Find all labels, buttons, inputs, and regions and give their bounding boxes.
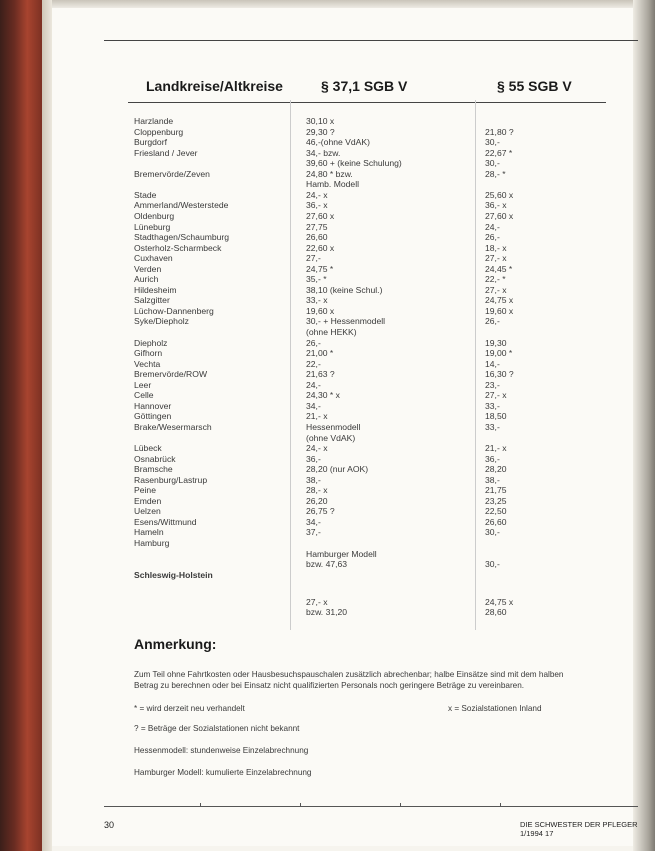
cell-sgb-55: 25,60 x <box>485 189 514 200</box>
cell-sgb-55: 27,- x <box>485 253 507 264</box>
cell-district: Harzlande <box>134 116 174 126</box>
table-row <box>0 422 655 432</box>
cell-sgb-37: 24,30 * x <box>306 390 340 401</box>
notes-title: Anmerkung: <box>134 636 217 652</box>
cell-sgb-55: 21,- x <box>485 443 507 454</box>
legend-asterisk: * = wird derzeit neu verhandelt <box>134 704 245 713</box>
cell-sgb-55: 30,- <box>485 137 500 148</box>
cell-district: Lübeck <box>134 443 162 454</box>
table-row <box>0 127 655 137</box>
table-row <box>0 527 655 537</box>
cell-sgb-55: 28,20 <box>485 464 507 475</box>
cell-sgb-55: 38,- <box>485 474 500 485</box>
table-row <box>0 580 655 590</box>
legend-hessenmodell: Hessenmodell: stundenweise Einzelabrechnung <box>134 746 309 755</box>
note-text-line-1: Zum Teil ohne Fahrtkosten oder Hausbesuchspauschalen zusätzlich abrechenbar; halbe Einsätze sind mit dem halben <box>134 670 564 679</box>
table-row <box>0 137 655 147</box>
cell-sgb-37: 34,- bzw. <box>306 147 341 158</box>
note-text-line-2: Betrag zu berechnen oder bei Einsatz nicht qualifizierten Personals noch geringere Beträge zu vereinbaren. <box>134 681 525 690</box>
table-row <box>0 253 655 263</box>
table-row <box>0 517 655 527</box>
table-row <box>0 401 655 411</box>
cell-sgb-37: 21,00 * <box>306 348 334 359</box>
cell-district: Lüchow-Dannenberg <box>134 305 214 316</box>
cell-sgb-37: 24,75 * <box>306 263 334 274</box>
cell-sgb-37: 21,- x <box>306 411 328 422</box>
table-row <box>0 597 655 607</box>
footer-tick <box>300 803 301 806</box>
cell-district: Rasenburg/Lastrup <box>134 474 208 485</box>
cell-sgb-55: 19,30 <box>485 337 507 348</box>
cell-sgb-37: 24,- x <box>306 189 328 200</box>
cell-sgb-55: 33,- <box>485 421 500 432</box>
cell-district: Osnabrück <box>134 453 176 464</box>
cell-sgb-55: 24,75 x <box>485 596 514 607</box>
table-row <box>0 200 655 210</box>
table-row <box>0 607 655 617</box>
table-row <box>0 538 655 548</box>
cell-sgb-55: 23,25 <box>485 495 507 506</box>
cell-sgb-55: 22,67 * <box>485 147 513 158</box>
cell-sgb-55: 36,- x <box>485 200 507 211</box>
cell-sgb-55: 36,- <box>485 453 500 464</box>
table-row <box>0 306 655 316</box>
cell-district: Stade <box>134 189 157 200</box>
cell-sgb-37: 36,- x <box>306 200 328 211</box>
cell-district: Vechta <box>134 358 161 369</box>
table-row <box>0 222 655 232</box>
cell-district: Bramsche <box>134 464 173 475</box>
cell-sgb-37: 24,- x <box>306 443 328 454</box>
cell-sgb-37: 34,- <box>306 400 321 411</box>
footer-tick <box>500 803 501 806</box>
cell-sgb-55: 27,- x <box>485 284 507 295</box>
table-row <box>0 158 655 168</box>
cell-sgb-37: 39,60 + (keine Schulung) <box>306 158 402 169</box>
cell-district: Leer <box>134 379 152 390</box>
cell-sgb-55: 30,- <box>485 158 500 169</box>
cell-sgb-55: 21,80 ? <box>485 126 514 137</box>
cell-district: Diepholz <box>134 337 168 348</box>
cell-sgb-37: (ohne VdAK) <box>306 432 356 443</box>
cell-district: Stadthagen/Schaumburg <box>134 232 230 243</box>
legend-question: ? = Beträge der Sozialstationen nicht bekannt <box>134 724 300 733</box>
header-sgb-55: § 55 SGB V <box>497 78 572 94</box>
cell-district: Uelzen <box>134 506 161 517</box>
cell-district: Schleswig-Holstein <box>134 569 213 580</box>
table-row <box>0 570 655 580</box>
cell-sgb-37: (ohne HEKK) <box>306 327 357 337</box>
cell-district: Osterholz-Scharmbeck <box>134 242 222 253</box>
table-row <box>0 359 655 369</box>
cell-sgb-37: 26,75 ? <box>306 506 335 517</box>
table-row <box>0 496 655 506</box>
footer-tick <box>400 803 401 806</box>
cell-sgb-37: 35,- * <box>306 274 327 285</box>
cell-district: Hannover <box>134 400 172 411</box>
cell-district: Cuxhaven <box>134 253 173 264</box>
cell-district: Celle <box>134 390 154 401</box>
table-row <box>0 232 655 242</box>
cell-sgb-37: 36,- <box>306 453 321 464</box>
cell-district: Lüneburg <box>134 221 171 232</box>
cell-sgb-37: 37,- <box>306 527 321 538</box>
cell-district: Hildesheim <box>134 284 177 295</box>
cell-sgb-37: 28,- x <box>306 485 328 496</box>
table-row <box>0 148 655 158</box>
cell-district: Gifhorn <box>134 348 163 359</box>
page-number: 30 <box>104 820 115 830</box>
header-rule <box>128 102 606 103</box>
cell-sgb-37: 30,- + Hessenmodell <box>306 316 386 327</box>
cell-sgb-37: 27,60 x <box>306 210 335 221</box>
table-row <box>0 285 655 295</box>
table-row <box>0 348 655 358</box>
table-row <box>0 443 655 453</box>
cell-sgb-55: 14,- <box>485 358 500 369</box>
table-row <box>0 243 655 253</box>
cell-sgb-37: 34,- <box>306 516 321 527</box>
cell-district: Oldenburg <box>134 210 175 221</box>
table-row <box>0 369 655 379</box>
cell-sgb-55: 19,60 x <box>485 305 514 316</box>
cell-sgb-37: bzw. 47,63 <box>306 559 348 570</box>
cell-sgb-55: 26,60 <box>485 516 507 527</box>
cell-sgb-37: 22,- <box>306 358 321 369</box>
table-row <box>0 116 655 126</box>
header-sgb-37: § 37,1 SGB V <box>321 78 408 94</box>
cell-sgb-55: 18,- x <box>485 242 507 253</box>
cell-sgb-55: 21,75 <box>485 485 507 496</box>
cell-sgb-55: 26,- <box>485 316 500 327</box>
table-row <box>0 264 655 274</box>
cell-sgb-37: Hamburger Modell <box>306 548 377 559</box>
cell-sgb-55: 23,- <box>485 379 500 390</box>
cell-sgb-55: 19,00 * <box>485 348 513 359</box>
table-row <box>0 274 655 284</box>
cell-sgb-55: 24,75 x <box>485 295 514 306</box>
cell-sgb-37: 27,- <box>306 253 321 264</box>
cell-district: Verden <box>134 263 162 274</box>
cell-sgb-37: 38,- <box>306 474 321 485</box>
cell-district: Salzgitter <box>134 295 170 306</box>
cell-sgb-37: 28,20 (nur AOK) <box>306 464 369 475</box>
cell-sgb-55: 30,- <box>485 559 500 570</box>
cell-sgb-37: bzw. 31,20 <box>306 607 348 618</box>
cell-district: Syke/Diepholz <box>134 316 189 327</box>
cell-sgb-37: 30,10 x <box>306 116 335 126</box>
table-row <box>0 316 655 326</box>
footer-rule <box>104 806 638 807</box>
cell-district: Ammerland/Westerstede <box>134 200 229 211</box>
cell-sgb-55: 33,- <box>485 400 500 411</box>
cell-sgb-37: 24,80 * bzw. <box>306 168 353 179</box>
cell-district: Brake/Wesermarsch <box>134 421 212 432</box>
table-row <box>0 338 655 348</box>
cell-sgb-55: 16,30 ? <box>485 369 514 380</box>
cell-sgb-55: 22,50 <box>485 506 507 517</box>
table-row <box>0 485 655 495</box>
cell-district: Bremervörde/ROW <box>134 369 208 380</box>
cell-sgb-37: 21,63 ? <box>306 369 335 380</box>
cell-district: Burgdorf <box>134 137 167 148</box>
cell-sgb-37: 27,75 <box>306 221 328 232</box>
cell-sgb-37: 24,- <box>306 379 321 390</box>
table-row <box>0 549 655 559</box>
table-row <box>0 295 655 305</box>
table-row <box>0 506 655 516</box>
cell-district: Peine <box>134 485 156 496</box>
table-row <box>0 211 655 221</box>
cell-sgb-37: 22,60 x <box>306 242 335 253</box>
table-row <box>0 190 655 200</box>
cell-sgb-37: Hamb. Modell <box>306 179 360 190</box>
cell-sgb-37: Hessenmodell <box>306 421 361 432</box>
table-row <box>0 559 655 569</box>
table-row <box>0 380 655 390</box>
cell-sgb-55: 27,- x <box>485 390 507 401</box>
cell-sgb-37: 26,- <box>306 337 321 348</box>
table-row <box>0 433 655 443</box>
legend-hamburger-modell: Hamburger Modell: kumulierte Einzelabrechnung <box>134 768 312 777</box>
table-row <box>0 454 655 464</box>
cell-sgb-55: 28,60 <box>485 607 507 618</box>
cell-district: Hamburg <box>134 538 170 548</box>
cell-sgb-55: 24,- <box>485 221 500 232</box>
cell-district: Hameln <box>134 527 164 538</box>
table-row <box>0 179 655 189</box>
cell-sgb-37: 19,60 x <box>306 305 335 316</box>
cell-sgb-37: 33,- x <box>306 295 328 306</box>
legend-x: x = Sozialstationen Inland <box>448 704 542 713</box>
cell-district: Göttingen <box>134 411 172 422</box>
table-row <box>0 169 655 179</box>
cell-district: Emden <box>134 495 162 506</box>
cell-sgb-37: 29,30 ? <box>306 126 335 137</box>
cell-sgb-55: 27,60 x <box>485 210 514 221</box>
cell-sgb-55: 26,- <box>485 232 500 243</box>
table-row <box>0 327 655 337</box>
cell-district: Friesland / Jever <box>134 147 198 158</box>
cell-sgb-55: 18,50 <box>485 411 507 422</box>
cell-sgb-37: 27,- x <box>306 596 328 607</box>
cell-district: Bremervörde/Zeven <box>134 168 210 179</box>
cell-sgb-55: 22,- * <box>485 274 506 285</box>
cell-sgb-55: 28,- * <box>485 168 506 179</box>
cell-sgb-37: 26,20 <box>306 495 328 506</box>
cell-sgb-55: 24,45 * <box>485 263 513 274</box>
cell-district: Esens/Wittmund <box>134 516 197 527</box>
table-row <box>0 475 655 485</box>
journal-footer: DIE SCHWESTER DER PFLEGER 1/1994 17 <box>520 820 638 838</box>
footer-tick <box>200 803 201 806</box>
table-row <box>0 464 655 474</box>
table-row <box>0 390 655 400</box>
table-row <box>0 411 655 421</box>
header-landkreise: Landkreise/Altkreise <box>146 78 283 94</box>
cell-district: Cloppenburg <box>134 126 184 137</box>
cell-sgb-37: 38,10 (keine Schul.) <box>306 284 383 295</box>
cell-sgb-37: 46,-(ohne VdAK) <box>306 137 371 148</box>
cell-sgb-55: 30,- <box>485 527 500 538</box>
cell-district: Aurich <box>134 274 159 285</box>
cell-sgb-37: 26,60 <box>306 232 328 243</box>
